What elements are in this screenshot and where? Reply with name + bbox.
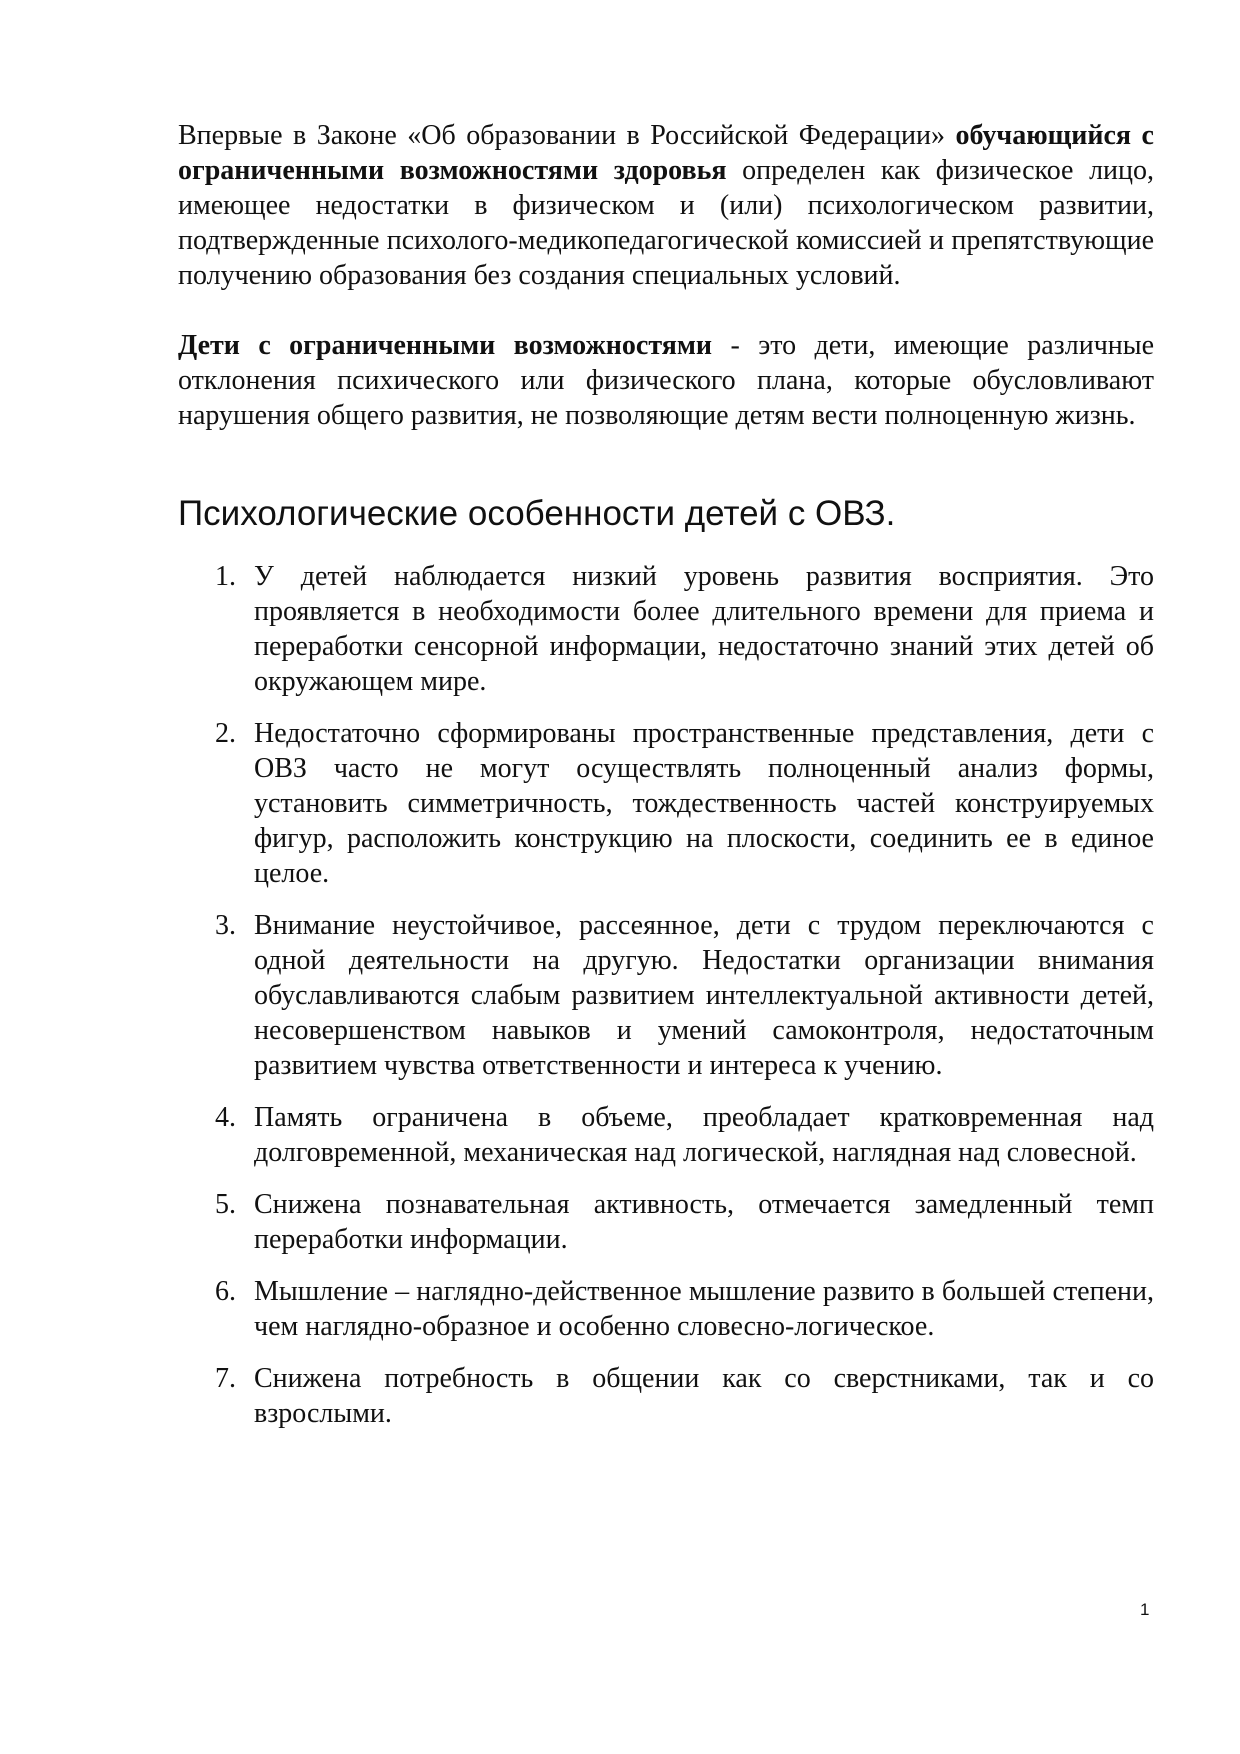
list-item xyxy=(178,1187,1154,1257)
list-item-number: 6. xyxy=(215,1276,236,1307)
list-item-number: 1. xyxy=(215,561,236,592)
list-item-number: 2. xyxy=(215,718,236,749)
page-content xyxy=(178,118,1154,1448)
list-item-number: 5. xyxy=(215,1189,236,1220)
list-item xyxy=(178,1100,1154,1170)
list-item-text: Снижена познавательная активность, отмечается замедленный темп переработки информации. xyxy=(254,1189,1154,1255)
list-item-text: Снижена потребность в общении как со сверстниками, так и со взрослыми. xyxy=(254,1363,1154,1429)
definition-bold-term: Дети с ограниченными возможностями xyxy=(178,330,713,361)
features-list xyxy=(178,559,1154,1431)
page-number: 1 xyxy=(1140,1600,1150,1619)
list-item xyxy=(178,908,1154,1083)
list-item xyxy=(178,1361,1154,1431)
list-item-text: У детей наблюдается низкий уровень развития восприятия. Это проявляется в необходимости более длительного времени для приема и переработки сенсорной информации, недостаточно знаний этих детей об окружающем мире. xyxy=(254,561,1154,697)
intro-text-start: Впервые в Законе «Об образовании в Российской Федерации» xyxy=(178,120,956,151)
list-item-text: Мышление – наглядно-действенное мышление развито в большей степени, чем наглядно-образное и особенно словесно-логическое. xyxy=(254,1276,1154,1342)
list-item-number: 3. xyxy=(215,910,236,941)
section-heading: Психологические особенности детей с ОВЗ. xyxy=(178,494,896,533)
intro-text-end: определен как физическое лицо, имеющее недостатки в физическом и (или) психологическом развитии, подтвержденные психолого-медикопедагогической комиссией и препятствующие получению образования без создания специальных условий. xyxy=(178,155,1155,291)
definition-paragraph xyxy=(178,328,1154,433)
list-item xyxy=(178,1274,1154,1344)
list-item-text: Память ограничена в объеме, преобладает кратковременная над долговременной, механическая над логической, наглядная над словесной. xyxy=(254,1102,1154,1168)
list-item-text: Внимание неустойчивое, рассеянное, дети с трудом переключаются с одной деятельности на другую. Недостатки организации внимания обуславливаются слабым развитием интеллектуальной активности детей, несовершенством навыков и умений самоконтроля, недостаточным развитием чувства ответственности и интереса к учению. xyxy=(254,910,1154,1081)
list-item-number: 7. xyxy=(215,1363,236,1394)
list-item-number: 4. xyxy=(215,1102,236,1133)
list-item xyxy=(178,716,1154,891)
definition-text: - это дети, имеющие различные отклонения психического или физического плана, которые обусловливают нарушения общего развития, не позволяющие детям вести полноценную жизнь. xyxy=(178,330,1154,431)
list-item-text: Недостаточно сформированы пространственные представления, дети с ОВЗ часто не могут осуществлять полноценный анализ формы, установить симметричность, тождественность частей конструируемых фигур, расположить конструкцию на плоскости, соединить ее в единое целое. xyxy=(254,718,1154,889)
list-item xyxy=(178,559,1154,699)
intro-bold-term: обучающийся с ограниченными возможностями здоровья xyxy=(178,120,1154,186)
intro-paragraph xyxy=(178,118,1154,293)
